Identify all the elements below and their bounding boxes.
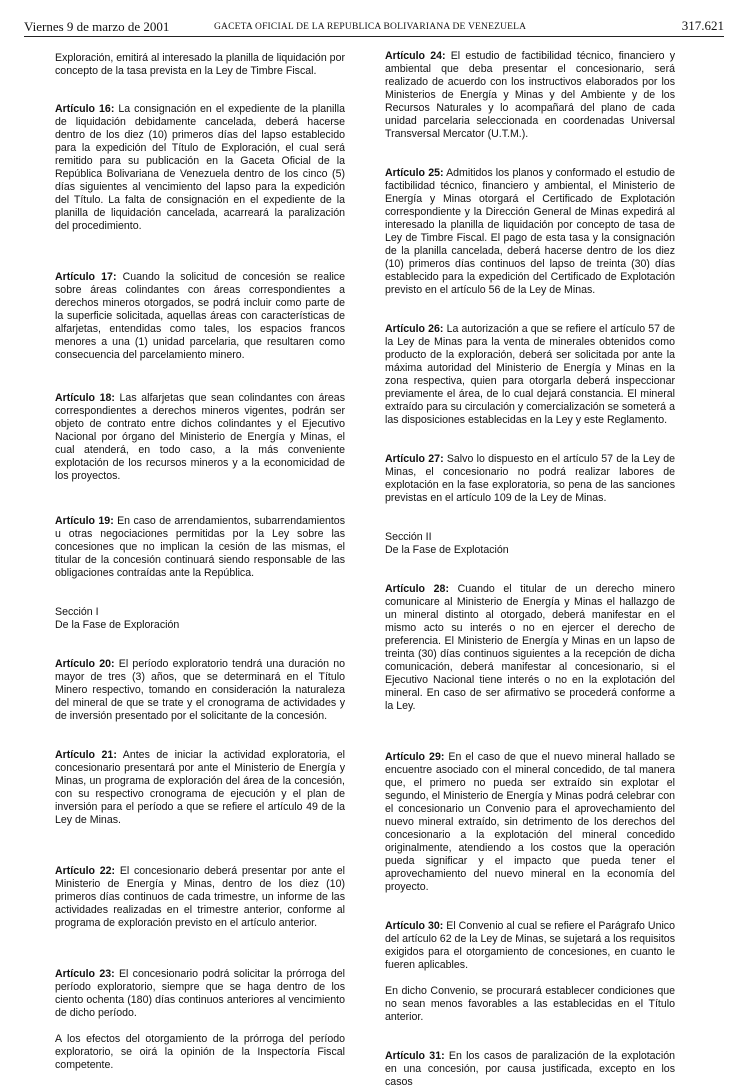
section-1-subtitle: De la Fase de Exploración <box>55 619 180 631</box>
article-26 <box>385 323 675 427</box>
article-label: Artículo 29: <box>385 751 445 763</box>
article-label: Artículo 24: <box>385 50 446 62</box>
article-text: El estudio de factibilidad técnico, financiero y ambiental que deba presentar el concesionario, será realizado de acuerdo con los instructivos elaborados por los Ministerios de Energía y Minas y del Ambiente y de los Recursos Naturales y lo acompañará del plano de cada unidad parcelaria seleccionada en coordenadas Universal Transversal Mercator (U.T.M.). <box>385 50 676 140</box>
article-text: Cuando la solicitud de concesión se realice sobre áreas colindantes con áreas correspondientes a derechos mineros otorgados, se podrá incluir como parte de la superficie solicitada, aquellas áreas con características de alfarjetas, entendidas como tales, los espacios francos menores a una (1) unidad parcelaria, que resultaren como consecuencia del parcelamiento minero. <box>55 271 345 361</box>
article-17 <box>55 271 345 362</box>
article-label: Artículo 16: <box>55 103 115 115</box>
header-gazette-title: GACETA OFICIAL DE LA REPUBLICA BOLIVARIANA DE VENEZUELA <box>214 22 527 32</box>
article-text: Salvo lo dispuesto en el artículo 57 de la Ley de Minas, el concesionario no podrá realizar labores de explotación en la fase exploratoria, so pena de las sanciones previstas en el artículo 109 de la Ley de Minas. <box>385 453 675 504</box>
article-text: Antes de iniciar la actividad exploratoria, el concesionario presentará por ante el Ministerio de Energía y Minas, un programa de exploración del área de la concesión, con su respectivo cronograma de ejecución y el plan de inversión para el período a que se refiere el artículo 49 de la Ley de Minas. <box>55 749 345 826</box>
article-label: Artículo 21: <box>55 749 117 761</box>
article-label: Artículo 23: <box>55 968 115 980</box>
article-label: Artículo 18: <box>55 392 115 404</box>
article-label: Artículo 30: <box>385 920 444 932</box>
article-label: Artículo 27: <box>385 453 444 465</box>
left-column <box>55 52 345 1072</box>
article-text: Admitidos los planos y conformado el estudio de factibilidad técnico, financiero y ambiental, el Ministerio de Energía y Minas otorgará el Certificado de Explotación correspondiente y la Dirección General de Minas expedirá al interesado la planilla de liquidación por concepto de tasa de Ley de Timbre Fiscal. El pago de esta tasa y la consignación de la planilla cancelada, deberá hacerse dentro de los diez (10) primeros días continuos del lapso de treinta (30) días establecido para la expedición del Certificado de Explotación previsto en el artículo 56 de la Ley de Minas. <box>385 167 675 296</box>
article-28 <box>385 583 675 713</box>
article-27 <box>385 453 675 505</box>
article-text: La autorización a que se refiere el artículo 57 de la Ley de Minas para la venta de minerales obtenidos como producto de la exploración, deberá ser solicitada por ante la máxima autoridad del Ministerio de Energía y Minas en la zona respectiva, quien para otorgarla deberá inspeccionar previamente el área, de lo cual dejará constancia. El mineral extraído para su circulación y comercialización se someterá a las disposiciones establecidas en la Ley y este Reglamento. <box>385 323 675 426</box>
article-21 <box>55 749 345 827</box>
article-22 <box>55 865 345 930</box>
article-25 <box>385 167 675 297</box>
article-30 <box>385 920 675 972</box>
article-text: El concesionario podrá solicitar la prórroga del período exploratorio, siempre que se haga dentro de los ciento ochenta (180) días continuos anteriores al vencimiento de dicho período. <box>55 968 345 1019</box>
article-label: Artículo 22: <box>55 865 116 877</box>
article-23 <box>55 968 345 1020</box>
article-16 <box>55 103 345 233</box>
article-label: Artículo 19: <box>55 515 114 527</box>
article-19 <box>55 515 345 580</box>
header-date: Viernes 9 de marzo de 2001 <box>24 19 170 34</box>
article-text: El concesionario deberá presentar por ante el Ministerio de Energía y Minas, dentro de los diez (10) primeros días continuos de cada trimestre, un informe de las actividades realizadas en el trimestre anterior, conforme al programa de exploración previsto en el artículo anterior. <box>55 865 345 929</box>
section-2-subtitle: De la Fase de Explotación <box>385 544 509 556</box>
article-29 <box>385 751 675 894</box>
article-label: Artículo 26: <box>385 323 444 335</box>
article-text: Las alfarjetas que sean colindantes con áreas correspondientes a derechos mineros vigentes, podrán ser objeto de contrato entre dichos colindantes y el Ejecutivo Nacional por órgano del Ministerio de Energía y Minas, el cual atenderá, en todo caso, a la más conveniente explotación de los recursos mineros y a la economicidad de los proyectos. <box>55 392 345 482</box>
article-text: En el caso de que el nuevo mineral hallado se encuentre asociado con el mineral concedido, de tal manera que, el primero no pueda ser extraído sin explotar el segundo, el Ministerio de Energía y Minas podrá celebrar con el concesionario un Convenio para el aprovechamiento del nuevo mineral extraído, sin detrimento de los derechos del concesionario a la explotación del mineral concedido originalmente, atendiendo a los costos que la operación pueda significar y el impacto que pueda tener el aprovechamiento del nuevo mineral en la economía del proyecto. <box>385 751 675 893</box>
article-20 <box>55 658 345 723</box>
article-label: Artículo 28: <box>385 583 449 595</box>
article-label: Artículo 25: <box>385 167 444 179</box>
header-page-number: 317.621 <box>681 18 724 33</box>
article-label: Artículo 31: <box>385 1050 445 1062</box>
article-label: Artículo 20: <box>55 658 115 670</box>
article-text: En los casos de paralización de la explotación en una concesión, por causa justificada, excepto en los casos <box>385 1050 675 1088</box>
paragraph-prorroga: A los efectos del otorgamiento de la prórroga del período exploratorio, se oirá la opinión de la Inspectoría Fiscal competente. <box>55 1033 345 1071</box>
article-text: El Convenio al cual se refiere el Parágrafo Unico del artículo 62 de la Ley de Minas, se sujetará a los requisitos exigidos para el otorgamiento de concesiones, en cuanto le fueren aplicables. <box>385 920 675 971</box>
article-18 <box>55 392 345 483</box>
page-header <box>24 16 724 37</box>
paragraph-convenio: En dicho Convenio, se procurará establecer condiciones que no sean menos favorables a las establecidas en el Título anterior. <box>385 985 675 1023</box>
right-column <box>385 50 675 1089</box>
article-text: En caso de arrendamientos, subarrendamientos u otras negociaciones permitidas por la Ley sobre las concesiones que no implican la cesión de las mismas, el titular de la concesión continuará siendo responsable de las obligaciones contraídas ante la República. <box>55 515 345 579</box>
section-1-title: Sección I <box>55 606 99 618</box>
article-text: Cuando el titular de un derecho minero comunicare al Ministerio de Energía y Minas el hallazgo de un mineral distinto al otorgado, deberá manifestar en el mismo acto su interés o no en ejercer el derecho de preferencia. El Ministerio de Energía y Minas en un lapso de treinta (30) días continuos siguientes a la recepción de dicha comunicación, deberá manifestar al concesionario, si el Ejecutivo Nacional tiene interés o no en la explotación del mineral. En caso de ser afirmativo se procederá conforme a la Ley. <box>385 583 675 712</box>
article-label: Artículo 17: <box>55 271 117 283</box>
article-text: El período exploratorio tendrá una duración no mayor de tres (3) años, que se determinará en el Título Minero respectivo, tomando en consideración la naturaleza del mineral de que se trate y el cronograma de actividades y de inversión presentado por el solicitante de la concesión. <box>55 658 345 722</box>
article-31 <box>385 1050 675 1089</box>
article-text: La consignación en el expediente de la planilla de liquidación debidamente cancelada, deberá hacerse dentro de los diez (10) primeros días del lapso establecido para la expedición del Título de Exploración, el cual será remitido para su publicación en la Gaceta Oficial de la República Bolivariana de Venezuela dentro de los cinco (5) días siguientes al vencimiento del lapso para la expedición del Título. La falta de consignación en el expediente de la planilla de liquidación cancelada, acarreará la paralización del procedimiento. <box>55 103 346 232</box>
article-24 <box>385 50 675 141</box>
section-2-title: Sección II <box>385 531 432 543</box>
paragraph-continuation: Exploración, emitirá al interesado la planilla de liquidación por concepto de la tasa prevista en la Ley de Timbre Fiscal. <box>55 52 345 77</box>
